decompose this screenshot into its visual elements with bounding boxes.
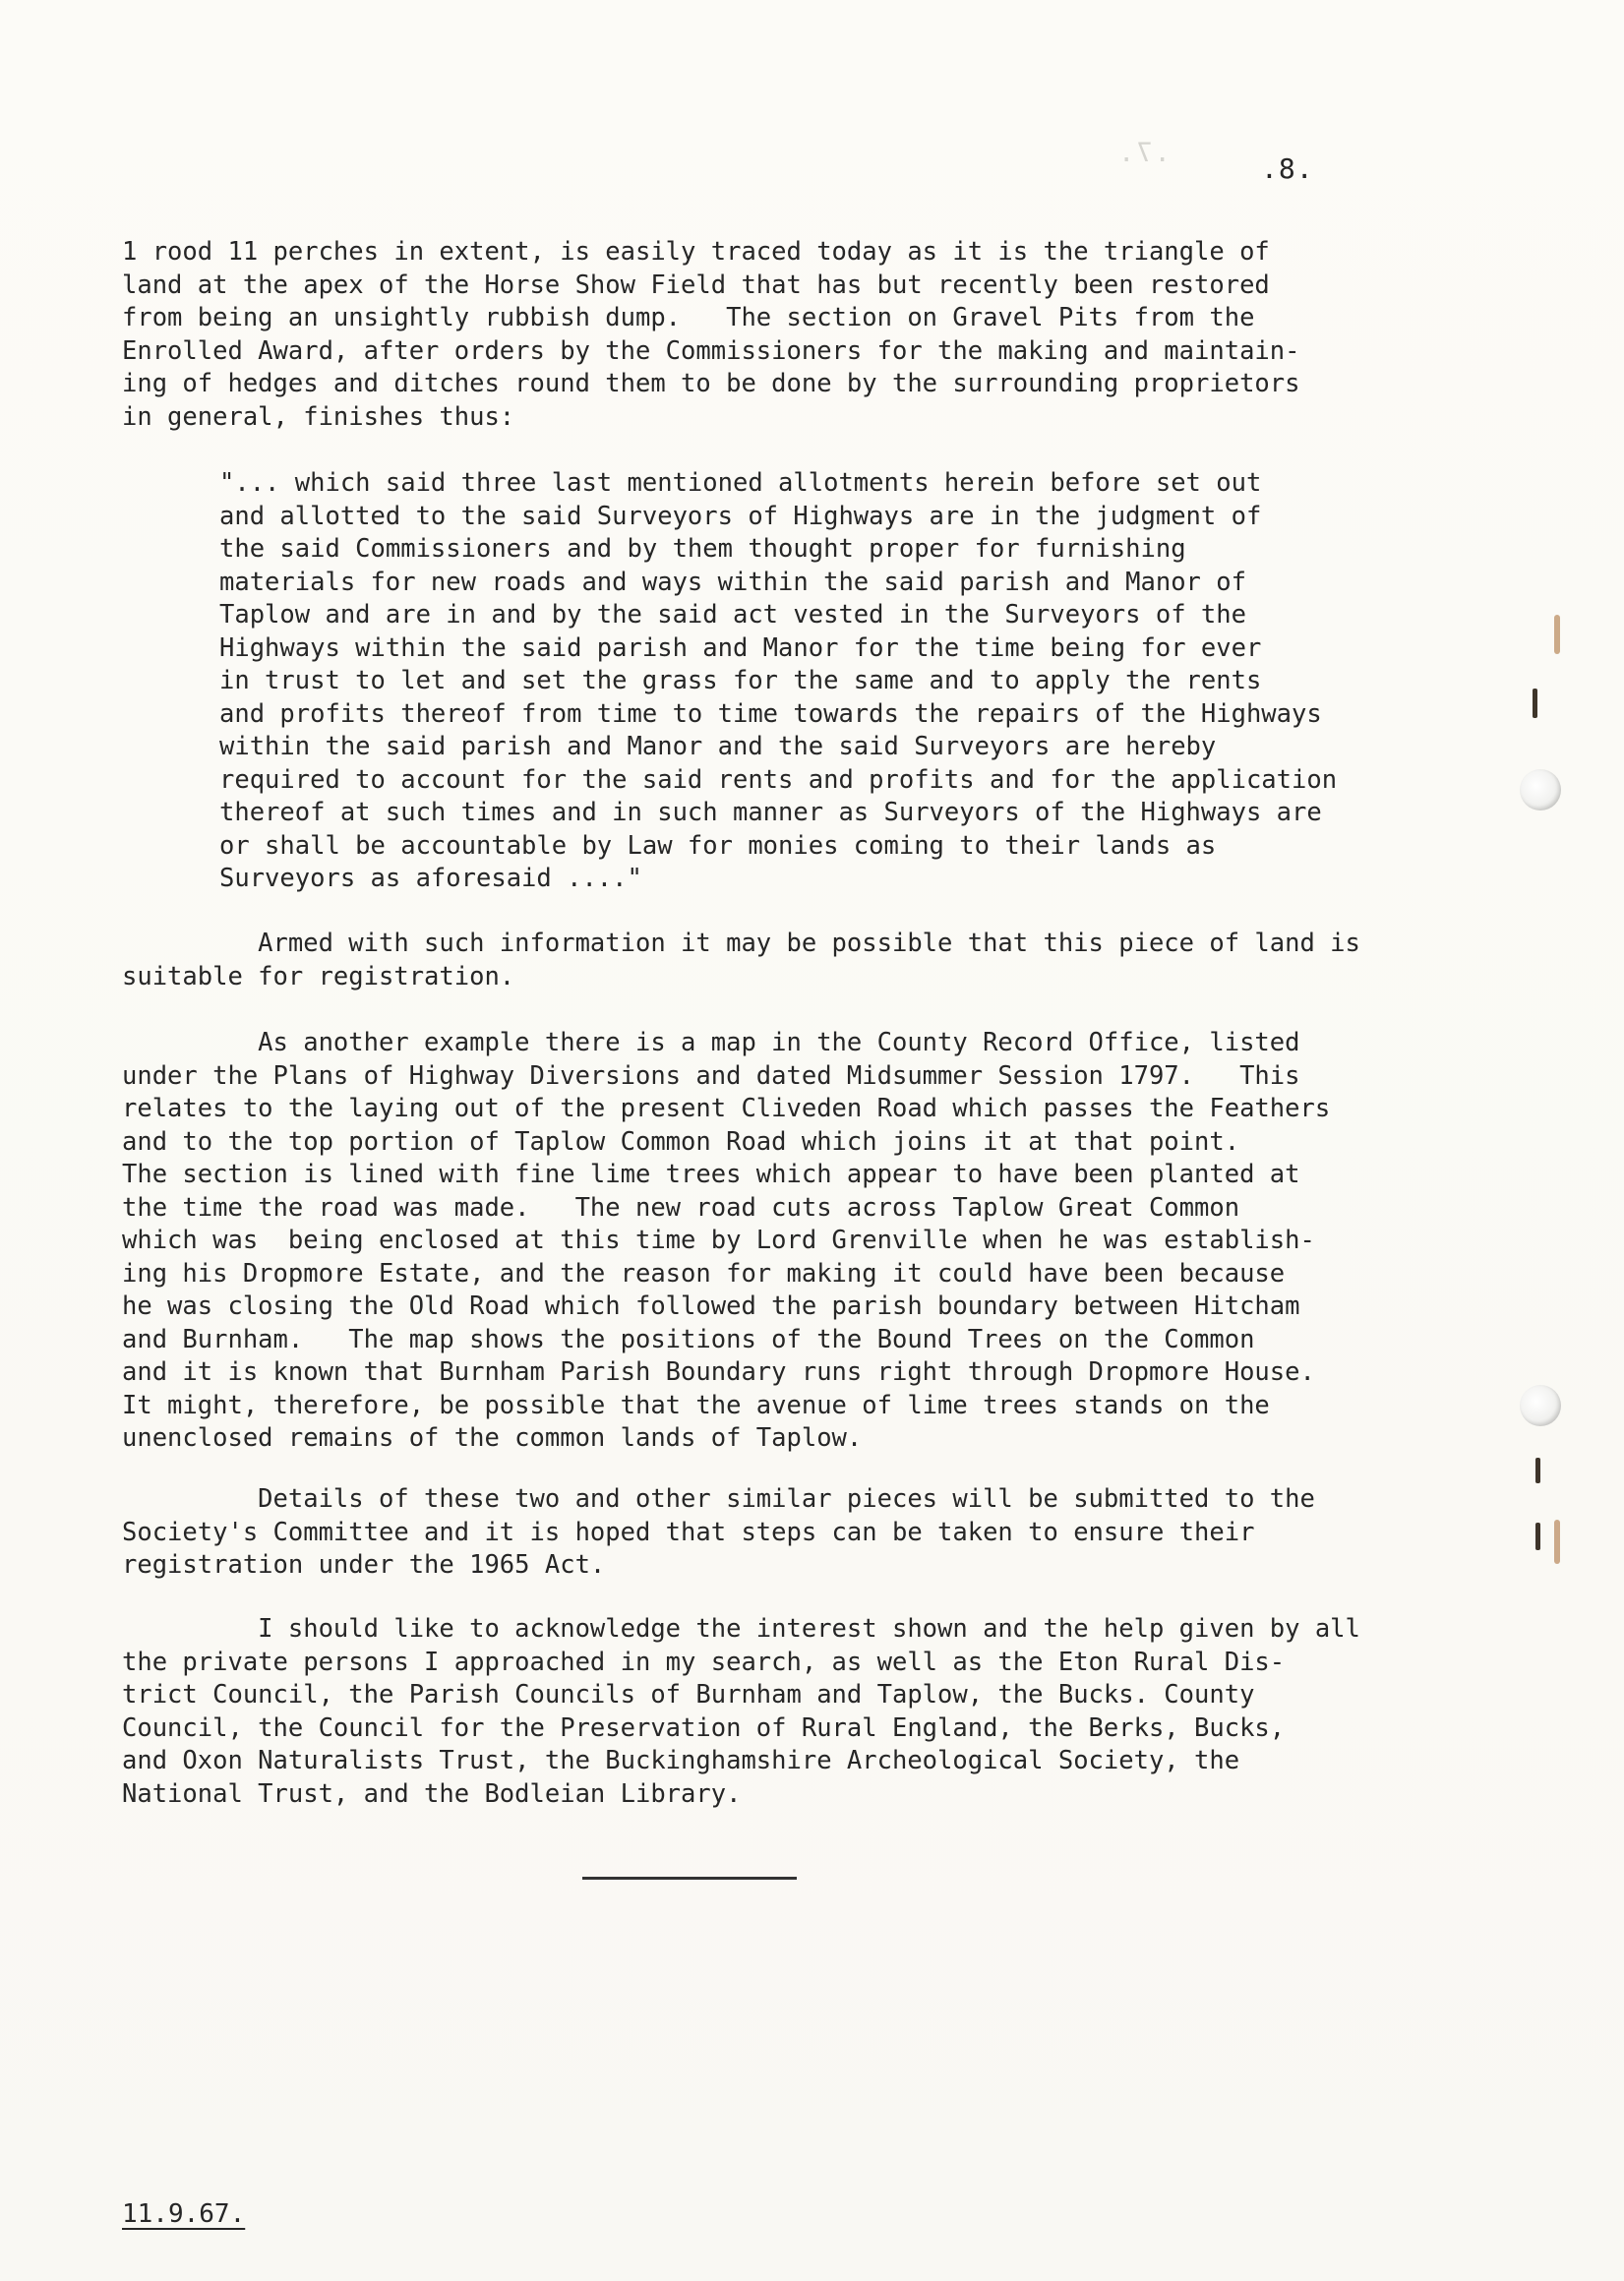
enrolled-award-quotation: "... which said three last mentioned allotments herein before set out and allotted to the said Surveyors of Highways are in the judgment of the said Commissioners and by them thought proper for furnishing materials for new roads and ways within the said parish and Manor of Taplow and are in and by the said act vested in the Surveyors of the Highways within the said parish and Manor for the time being for ever in trust to let and set the grass for the same and to apply the rents and profits thereof from time to time towards the repairs of the Highways within the said parish and Manor and the said Surveyors are hereby required to account for the said rents and profits and for the application thereof at such times and in such manner as Surveyors of the Highways are or shall be accountable by Law for monies coming to their lands as Surveyors as aforesaid ...."	[219, 468, 1338, 893]
closing-rule	[582, 1877, 797, 1880]
rust-stain	[1554, 615, 1560, 654]
paragraph-gravel-pits: 1 rood 11 perches in extent, is easily traced today as it is the triangle of land at the apex of the Horse Show Field that has but recently been restored from being an unsightly rubbish dump. The section on Gravel Pits from the Enrolled Award, after orders by the Commissioners for the making and maintain- ing of hedges and ditches round them to be done by the surrounding proprietors in general, finishes thus:	[122, 237, 1300, 432]
bleed-through-page-number: .7.	[1116, 138, 1171, 168]
binding-mark	[1535, 1523, 1540, 1550]
binding-mark	[1533, 689, 1537, 718]
paragraph-acknowledgements: I should like to acknowledge the interest shown and the help given by all the private persons I approached in my search, as well as the Eton Rural Dis- trict Council, the Parish Councils of Burnham and Taplow, the Bucks. County Council, the Council for the Preservation of Rural England, the Berks, Bucks, and Oxon Naturalists Trust, the Buckinghamshire Archeological Society, the National Trust, and the Bodleian Library.	[122, 1614, 1360, 1809]
paragraph-submission: Details of these two and other similar pieces will be submitted to the Society's Committee and it is hoped that steps can be taken to ensure their registration under the 1965 Act.	[122, 1484, 1315, 1580]
paragraph-registration: Armed with such information it may be possible that this piece of land is suitable for registration.	[122, 929, 1360, 991]
page-number: .8.	[1261, 152, 1314, 185]
rust-stain	[1554, 1520, 1560, 1564]
document-date: 11.9.67.	[122, 2199, 246, 2229]
punch-hole	[1520, 1385, 1561, 1426]
binding-mark	[1535, 1458, 1540, 1483]
punch-hole	[1520, 769, 1561, 810]
paragraph-highway-diversion: As another example there is a map in the County Record Office, listed under the Plans of Highway Diversions and dated Midsummer Session 1797. This relates to the laying out of the present Cliveden Road which passes the Feathers and to the top portion of Taplow Common Road which joins it at that point. The section is lined with fine lime trees which appear to have been planted at the time the road was made. The new road cuts across Taplow Great Common which was being enclosed at this time by Lord Grenville when he was establish- ing his Dropmore Estate, and the reason for making it could have been because he was closing the Old Road which followed the parish boundary between Hitcham and Burnham. The map shows the positions of the Bound Trees on the Common and it is known that Burnham Parish Boundary runs right through Dropmore House. It might, therefore, be possible that the avenue of lime trees stands on the unenclosed remains of the common lands of Taplow.	[122, 1028, 1331, 1453]
